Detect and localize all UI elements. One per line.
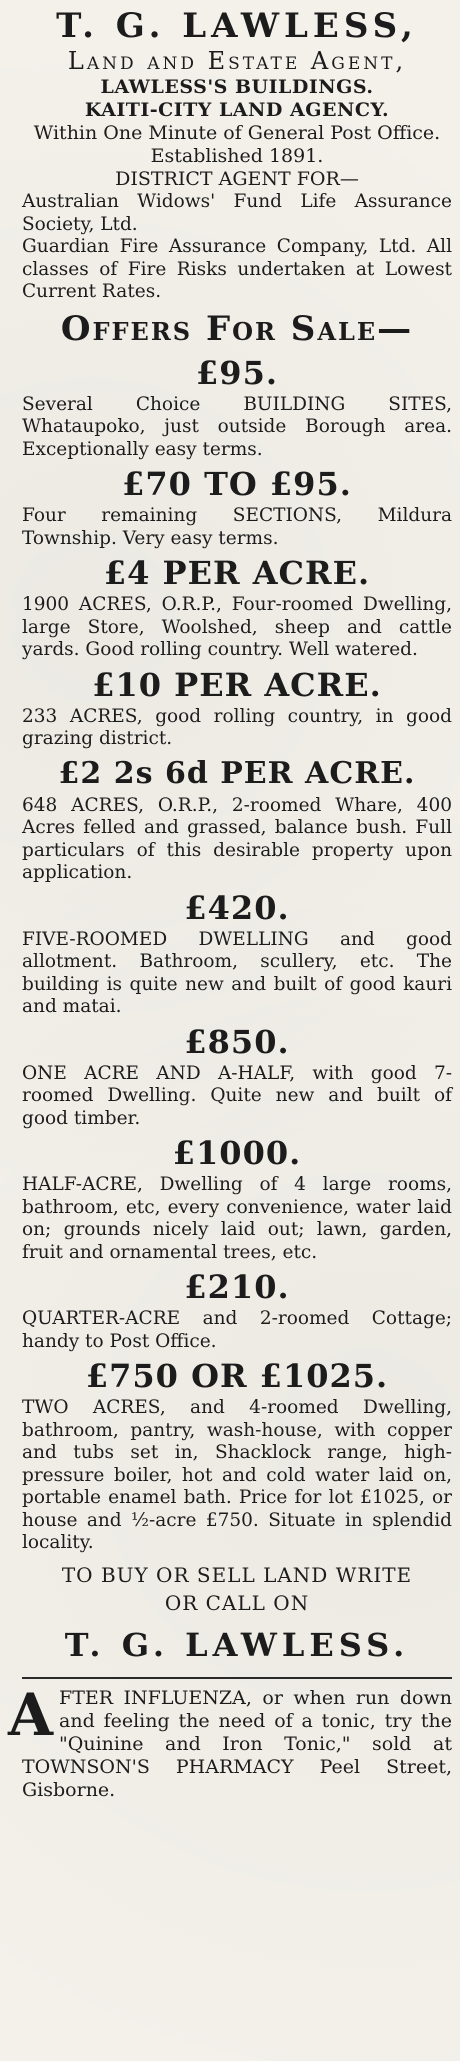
listing xyxy=(22,1021,452,1131)
district-agent-heading: DISTRICT AGENT FOR— xyxy=(115,168,359,190)
agent-name-heading: T. G. LAWLESS, xyxy=(56,6,418,46)
pharmacy-ad-text: FTER INFLUENZA, or when run down and feeling the need of a tonic, try the "Quinine and Iron Tonic," sold at TOWNSON'S PHARMACY Peel Street, Gisborne. xyxy=(22,1686,452,1801)
listing-price: £95. xyxy=(196,353,278,392)
agency-line-2: Guardian Fire Assurance Company, Ltd. All classes of Fire Risks undertaken at Lowest Current Rates. xyxy=(22,236,452,302)
listing-price: £10 PER ACRE. xyxy=(92,665,382,704)
building-name: LAWLESS'S BUILDINGS. xyxy=(100,76,374,98)
listing-price: £70 TO £95. xyxy=(122,465,352,503)
listing-text: QUARTER-ACRE and 2-roomed Cottage; handy to Post Office. xyxy=(22,1308,452,1352)
listing xyxy=(22,352,452,462)
listing xyxy=(22,664,452,751)
listing-price: £210. xyxy=(184,1268,290,1306)
listing-text: FIVE-ROOMED DWELLING and good allotment. Bathroom, scullery, etc. The building is quite new and built of good kauri and matai. xyxy=(22,928,452,1017)
agent-title: Land and Estate Agent, xyxy=(67,47,407,75)
agent-signature: T. G. LAWLESS. xyxy=(64,1625,410,1664)
listing xyxy=(22,1266,452,1353)
listing-text: HALF-ACRE, Dwelling of 4 large rooms, bathroom, etc, every convenience, water laid on; grounds nicely laid out; lawn, garden, fruit and ornamental trees, etc. xyxy=(22,1174,452,1263)
listing-text: TWO ACRES, and 4-roomed Dwelling, bathroom, pantry, wash-house, with copper and tubs set in, Shacklock range, high-pressure boiler, hot and cold water laid on, portable enamel bath. Price for lot £1025, or house and ½-acre £750. Situate in splendid locality. xyxy=(22,1397,452,1553)
listing xyxy=(22,552,452,662)
listing xyxy=(22,887,452,1019)
location-line: Within One Minute of General Post Office. xyxy=(33,122,441,144)
listing-text: 233 ACRES, good rolling country, in good grazing district. xyxy=(22,705,452,749)
agency-line-1: Australian Widows' Fund Life Assurance Society, Ltd. xyxy=(22,191,452,235)
listing-price: £750 OR £1025. xyxy=(85,1357,389,1395)
established-line: Established 1891. xyxy=(150,145,324,167)
listing-text: Four remaining SECTIONS, Mildura Township. Very easy terms. xyxy=(22,505,452,549)
call-to-action-line-1: TO BUY OR SELL LAND WRITE xyxy=(61,1562,413,1587)
drop-cap-letter: A xyxy=(8,1680,54,1749)
listing-text: Several Choice BUILDING SITES, Whataupoko, just outside Borough area. Exceptionally easy terms. xyxy=(22,393,452,460)
listing-text: 1900 ACRES, O.R.P., Four-roomed Dwelling, large Store, Woolshed, sheep and cattle yards. Good rolling country. Well watered. xyxy=(22,594,452,660)
listing xyxy=(22,753,452,885)
agency-name: KAITI-CITY LAND AGENCY. xyxy=(84,99,390,121)
listing-price: £2 2s 6d PER ACRE. xyxy=(58,755,416,791)
listing-price: £850. xyxy=(184,1022,290,1061)
column-divider xyxy=(22,1677,452,1679)
listing-price: £420. xyxy=(184,888,290,927)
listing xyxy=(22,463,452,550)
listing xyxy=(22,1132,452,1264)
listing xyxy=(22,1355,452,1555)
listing-text: 648 ACRES, O.R.P., 2-roomed Whare, 400 Acres felled and grassed, balance bush. Full particulars of this desirable property upon application. xyxy=(22,794,452,883)
call-to-action-line-2: OR CALL ON xyxy=(164,1590,310,1615)
pharmacy-advertisement xyxy=(8,1680,452,1802)
listing-price: £1000. xyxy=(172,1134,302,1172)
offers-heading: Offers For Sale— xyxy=(60,308,414,349)
listing-price: £4 PER ACRE. xyxy=(103,554,371,592)
listing-text: ONE ACRE AND A-HALF, with good 7-roomed Dwelling. Quite new and built of good timber. xyxy=(22,1062,452,1129)
